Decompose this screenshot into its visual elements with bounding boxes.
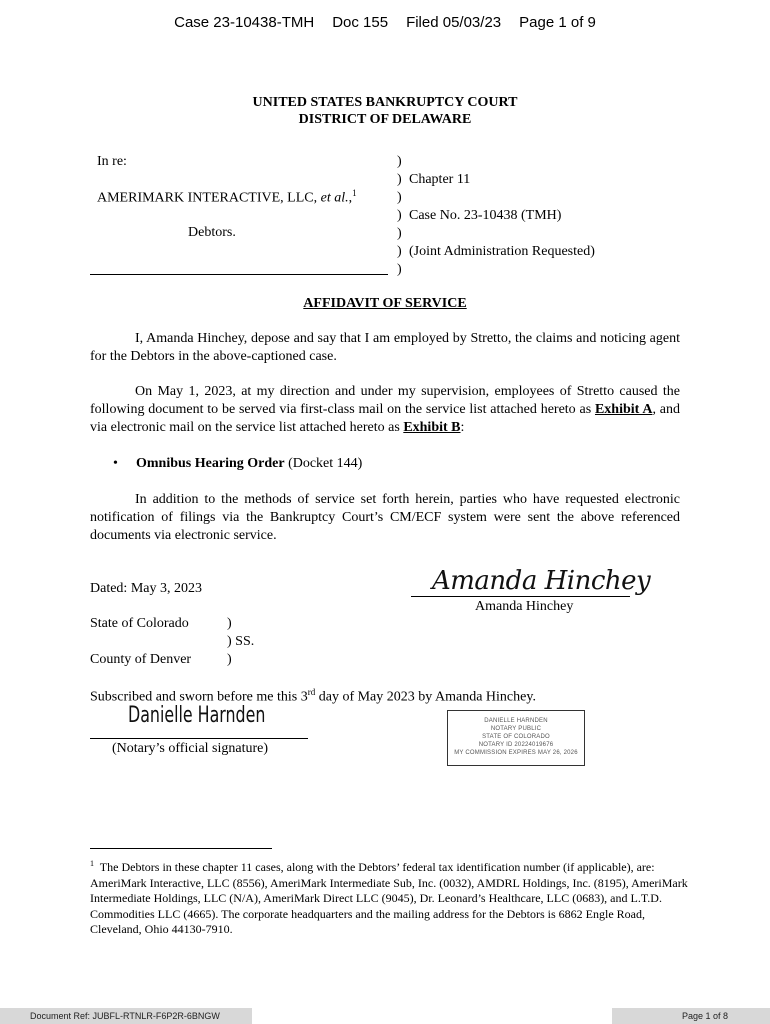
affiant-signature: Amanda Hinchey <box>432 566 651 596</box>
court-name: UNITED STATES BANKRUPTCY COURT <box>252 95 518 110</box>
document-title: AFFIDAVIT OF SERVICE <box>303 296 467 311</box>
served-document: Omnibus Hearing Order (Docket 144) <box>136 456 363 471</box>
in-re-label: In re: <box>97 154 127 169</box>
page-number: Page 1 of 9 <box>519 14 596 31</box>
footnote-rule <box>90 848 272 849</box>
venue-paren: ) <box>227 652 232 667</box>
exhibit-a-link: Exhibit A <box>594 402 653 417</box>
case-number: Case 23-10438-TMH <box>174 14 315 31</box>
notary-label: (Notary’s official signature) <box>112 741 269 756</box>
case-header <box>0 14 770 31</box>
caption-paren: ) <box>397 154 402 169</box>
caption-paren: ) <box>397 226 402 241</box>
service-paragraph: On May 1, 2023, at my direction and under my supervision, employees of Stretto caused the following document to be served via first-class mail on the service list attached hereto as Exhibit A, and via electronic mail on the service list attached hereto as Exhibit B: <box>90 384 680 435</box>
page-footer-bar: Page 1 of 8 <box>612 1008 770 1024</box>
footnote: $^1$ The Debtors in these chapter 11 cases, along with the Debtors’ federal tax identification number (if applicable), are: AmeriMark Interactive, LLC (8556), AmeriMark Intermediate Sub, Inc. (0032), AMDRL Holdings, Inc. (8195), AmeriMark Intermediate Holdings, LLC (N/A), AmeriMark Direct LLC (9045), Dr. Leonard’s Healthcare, LLC (0683), and L.T.D. Commodities LLC (4665). The corporate headquarters and the mailing address for the Debtors is 6862 Engle Road, Cleveland, Ohio 44130-7910. <box>90 859 688 936</box>
document-ref-bar: Document Ref: JUBFL-RTNLR-F6P2R-6BNGW <box>0 1008 252 1024</box>
caption-paren: ) <box>397 172 402 187</box>
venue-ss: ) SS. <box>227 634 255 649</box>
debtor-name: AMERIMARK INTERACTIVE, LLC, et al.,$^1$ <box>97 188 357 206</box>
caption-rule <box>90 274 388 275</box>
caption-paren: ) <box>397 208 402 223</box>
joint-administration: (Joint Administration Requested) <box>409 244 595 259</box>
caption-paren: ) <box>397 262 402 277</box>
venue-paren: ) <box>227 616 232 631</box>
debtors-label: Debtors. <box>188 225 236 240</box>
venue-state: State of Colorado <box>90 616 189 631</box>
doc-number: Doc 155 <box>332 14 389 31</box>
notary-signature: Danielle Harnden <box>128 703 266 728</box>
affiant-paragraph: I, Amanda Hinchey, depose and say that I am employed by Stretto, the claims and noticing agent for the Debtors in the above-captioned case. <box>90 331 680 364</box>
caption-paren: ) <box>397 244 402 259</box>
dated: Dated: May 3, 2023 <box>90 581 202 596</box>
subscribed-sworn: Subscribed and sworn before me this 3rd day of May 2023 by Amanda Hinchey. <box>90 687 536 705</box>
notary-stamp: DANIELLE HARNDEN NOTARY PUBLIC STATE OF COLORADO NOTARY ID 20224019676 MY COMMISSION EXPIRES MAY 26, 2026 <box>447 710 585 766</box>
chapter: Chapter 11 <box>409 172 471 187</box>
affiant-name: Amanda Hinchey <box>475 599 574 614</box>
caption-paren: ) <box>397 190 402 205</box>
notary-signature-line <box>90 738 308 739</box>
bullet-dot: • <box>113 456 118 471</box>
signature-line <box>411 596 630 597</box>
court-district: DISTRICT OF DELAWARE <box>298 112 472 127</box>
exhibit-b-link: Exhibit B <box>403 420 461 435</box>
ecf-paragraph: In addition to the methods of service set forth herein, parties who have requested electronic notification of filings via the Bankruptcy Court’s CM/ECF system were sent the above referenced documents via electronic service. <box>90 492 680 543</box>
venue-county: County of Denver <box>90 652 192 667</box>
case-no: Case No. 23-10438 (TMH) <box>409 208 562 223</box>
filed-date: Filed 05/03/23 <box>406 14 502 31</box>
